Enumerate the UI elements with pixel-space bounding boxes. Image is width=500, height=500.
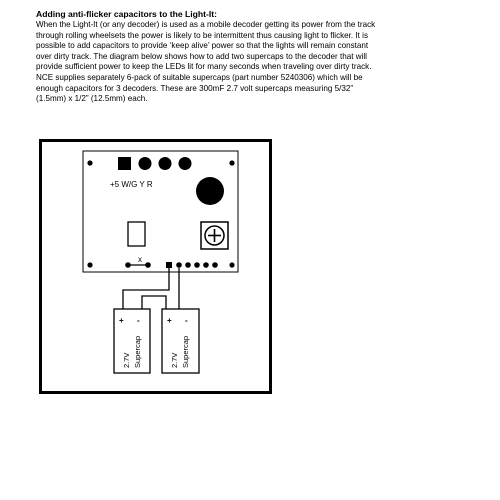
body-line: NCE supplies separately 6-pack of suitable supercaps (part number 5240306) which will be bbox=[36, 72, 363, 82]
body-line: over dirty track. The diagram below shows how to add two supercaps to the decoder that will bbox=[36, 51, 367, 61]
wire-positive bbox=[123, 268, 169, 309]
decoder-board bbox=[83, 151, 238, 272]
mounting-hole bbox=[87, 160, 92, 165]
cap-voltage-label: 2.7V bbox=[122, 352, 131, 368]
round-pad bbox=[176, 262, 182, 268]
round-pad bbox=[212, 262, 218, 268]
round-pad bbox=[194, 262, 200, 268]
cap-plus-label: + bbox=[167, 316, 172, 325]
square-pad bbox=[166, 262, 172, 268]
jumper-label: x bbox=[138, 255, 142, 264]
mounting-hole bbox=[229, 160, 234, 165]
round-pad bbox=[179, 157, 192, 170]
cap-plus-label: + bbox=[119, 316, 124, 325]
body-line: possible to add capacitors to provide ‘keep alive’ power so that the lights will remain constant bbox=[36, 41, 369, 51]
body-line: (1.5mm) x 1/2” (12.5mm) each. bbox=[36, 94, 148, 104]
mounting-hole bbox=[229, 262, 234, 267]
wire-bridge bbox=[142, 296, 166, 309]
cap-minus-label: - bbox=[137, 316, 140, 325]
cap-name-label: Supercap bbox=[133, 335, 142, 368]
body-line: When the Light-It (or any decoder) is used as a mobile decoder getting its power from the track bbox=[36, 20, 376, 29]
document-title: Adding anti-flicker capacitors to the Light-It: bbox=[36, 9, 217, 19]
round-pad bbox=[159, 157, 172, 170]
large-component bbox=[196, 177, 224, 205]
round-pad bbox=[139, 157, 152, 170]
cap-name-label: Supercap bbox=[181, 335, 190, 368]
body-line: provide sufficient power to keep the LEDs lit for many seconds when traveling over dirty track. bbox=[36, 62, 372, 72]
pin-labels: +5 W/G Y R bbox=[110, 180, 153, 189]
body-line: enough capacitors for 3 decoders. These are 300mF 2.7 volt supercaps measuring 5/32” bbox=[36, 83, 354, 93]
body-line: through rolling wheelsets the power is likely to be intermittent thus causing light to flicker. It is bbox=[36, 30, 369, 40]
jumper-pad bbox=[128, 222, 145, 246]
round-pad bbox=[203, 262, 209, 268]
square-pad bbox=[118, 157, 131, 170]
mounting-hole bbox=[87, 262, 92, 267]
cap-voltage-label: 2.7V bbox=[170, 352, 179, 368]
round-pad bbox=[185, 262, 191, 268]
cap-minus-label: - bbox=[185, 316, 188, 325]
